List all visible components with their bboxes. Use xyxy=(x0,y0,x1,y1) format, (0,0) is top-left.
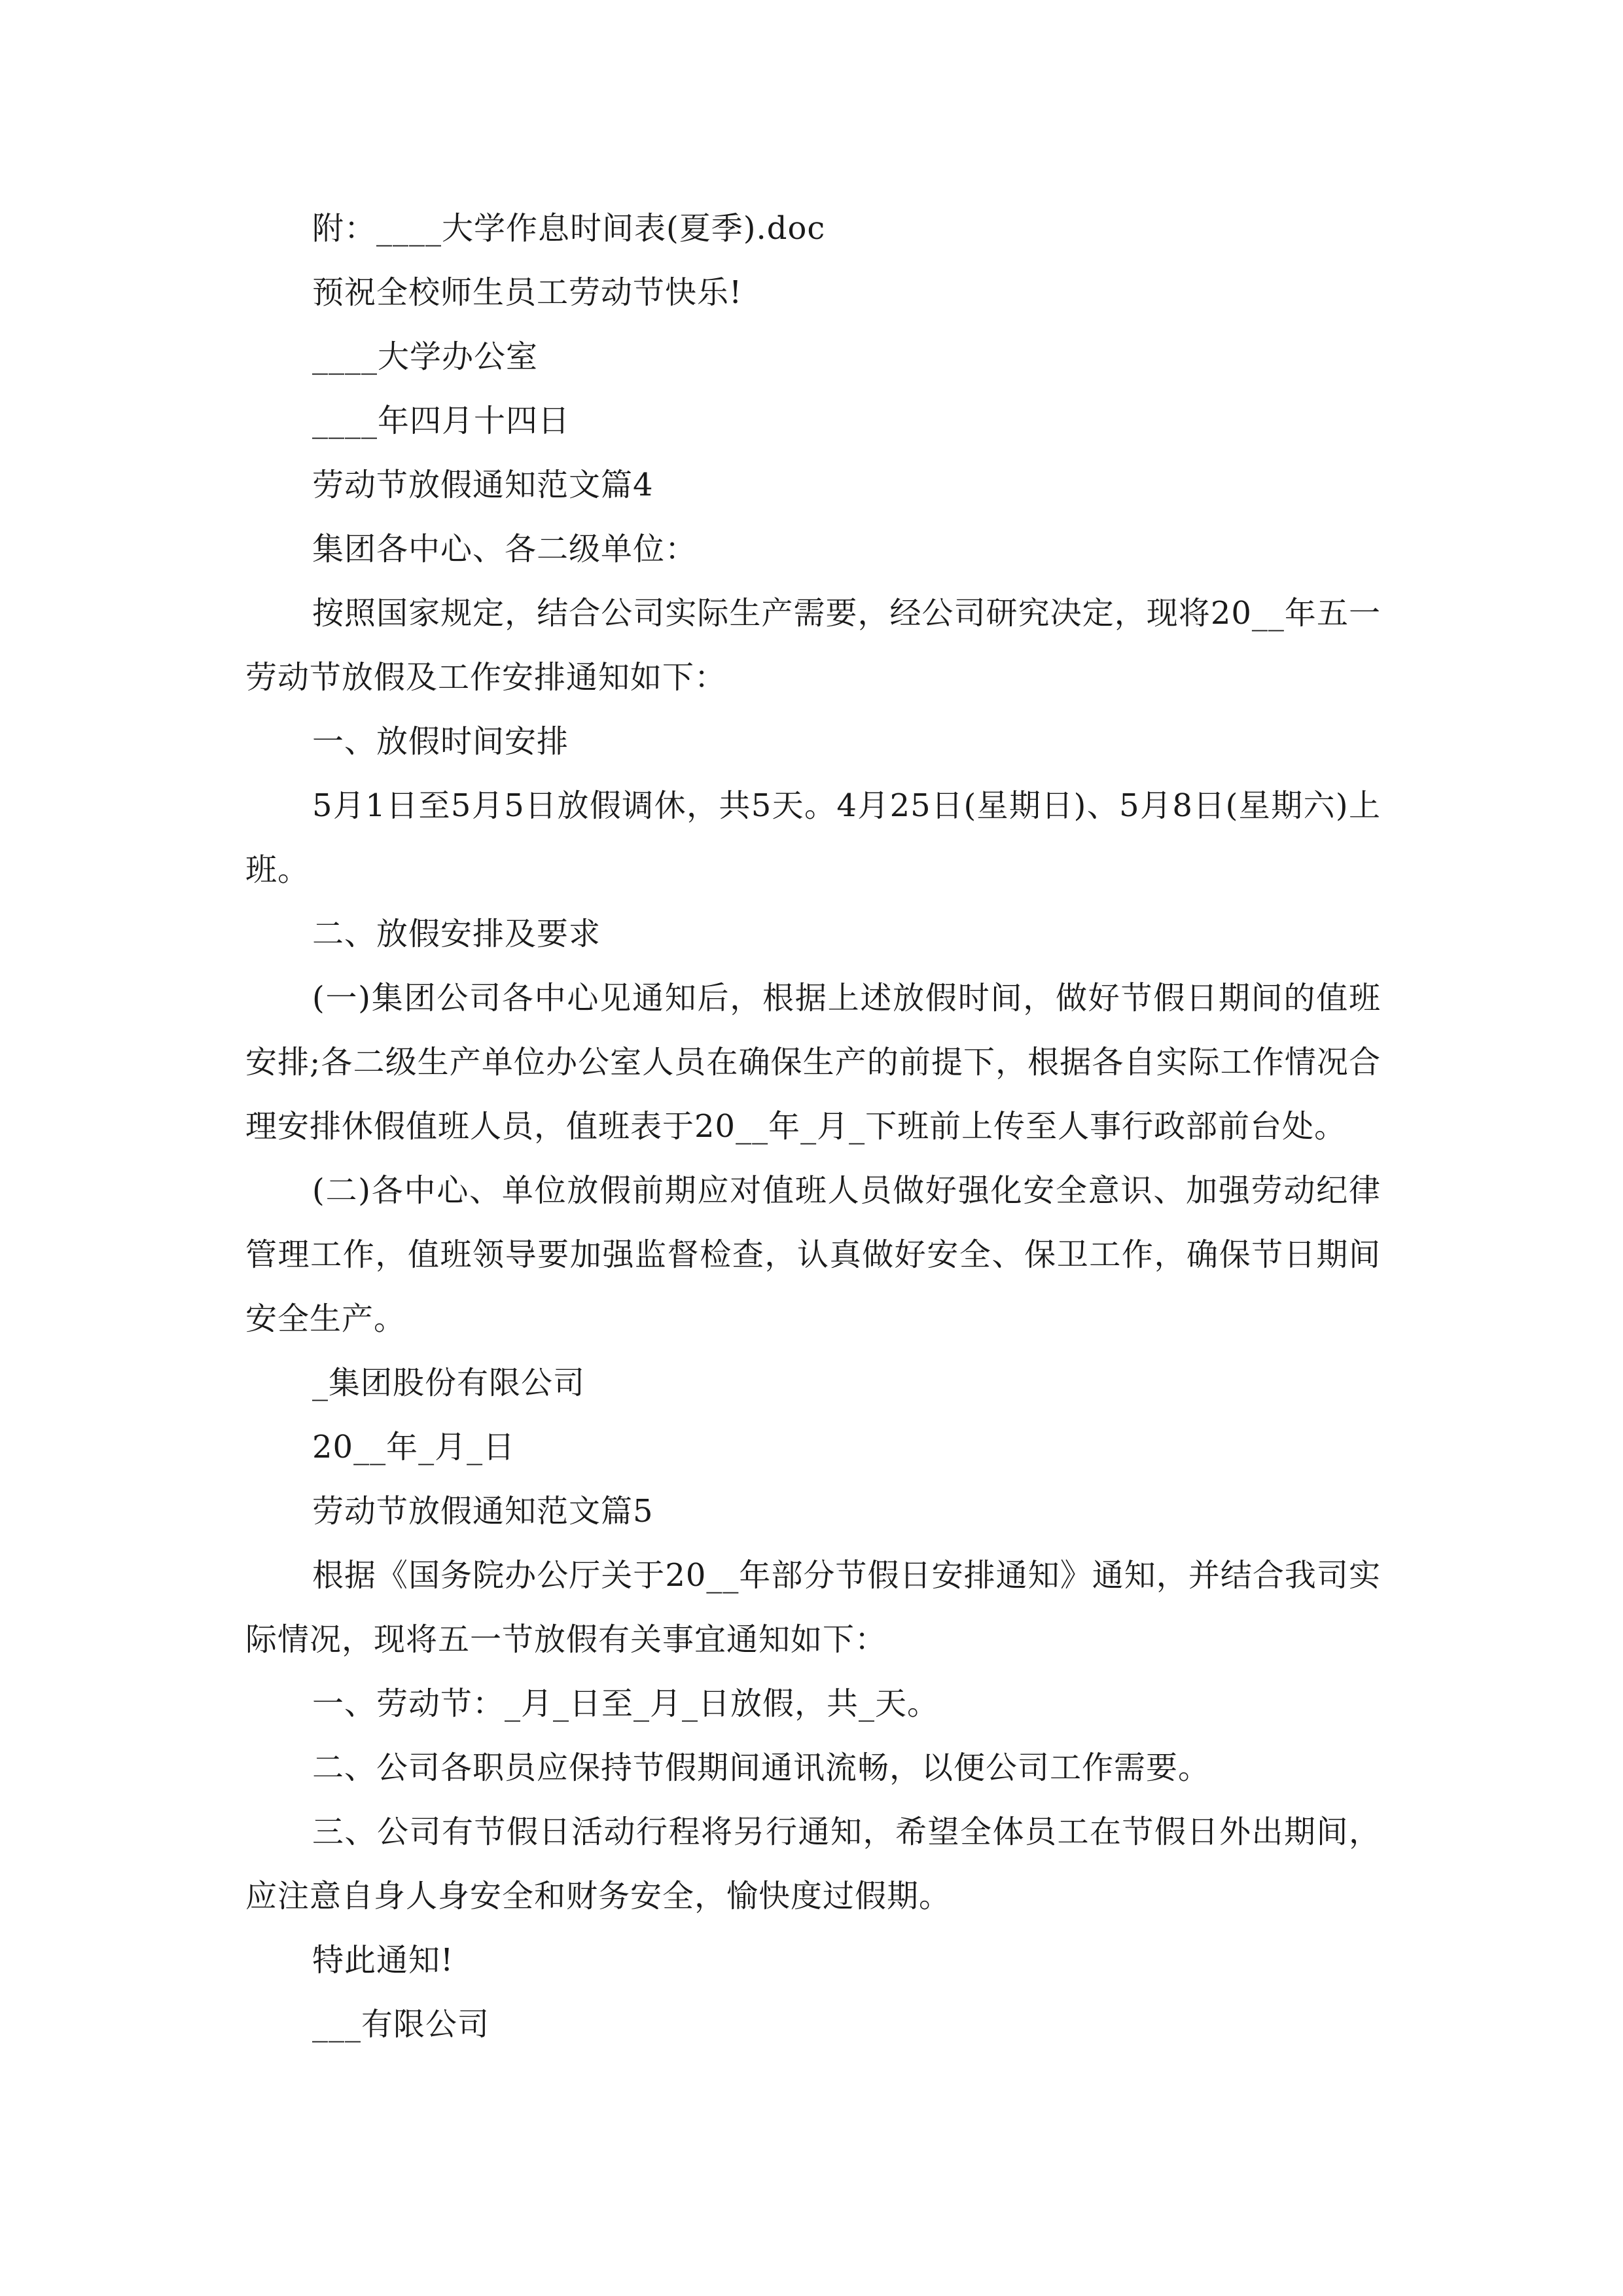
signature-office: ____大学办公室 xyxy=(312,338,539,375)
signature-company: _集团股份有限公司 xyxy=(312,1365,586,1401)
body-paragraph: 根据《国务院办公厅关于20__年部分节假日安排通知》通知，并结合我司实际情况，现将五一节放假有关事宜通知如下： xyxy=(245,1557,1381,1658)
body-paragraph: 5月1日至5月5日放假调休，共5天。4月25日(星期日)、5月8日(星期六)上班。 xyxy=(245,787,1381,888)
list-heading: 一、放假时间安排 xyxy=(312,723,569,760)
signature-date: 20__年_月_日 xyxy=(312,1429,516,1465)
list-item: 一、劳动节：_月_日至_月_日放假，共_天。 xyxy=(312,1685,940,1722)
list-item: 三、公司有节假日活动行程将另行通知，希望全体员工在节假日外出期间，应注意自身人身安全和财务安全，愉快度过假期。 xyxy=(245,1814,1381,1914)
body-paragraph: (一)集团公司各中心见通知后，根据上述放假时间，做好节假日期间的值班安排;各二级生产单位办公室人员在确保生产的前提下，根据各自实际工作情况合理安排休假值班人员，值班表于20__年_月_下班前上传至人事行政部前台处。 xyxy=(245,980,1381,1145)
addressee-line: 集团各中心、各二级单位： xyxy=(312,531,698,567)
signature-company: ___有限公司 xyxy=(312,2006,490,2043)
section-heading-5: 劳动节放假通知范文篇5 xyxy=(312,1493,654,1530)
signature-date: ____年四月十四日 xyxy=(312,403,571,439)
greeting-line: 预祝全校师生员工劳动节快乐! xyxy=(312,274,743,311)
attachment-line: 附：____大学作息时间表(夏季).doc xyxy=(312,210,826,247)
body-paragraph: 按照国家规定，结合公司实际生产需要，经公司研究决定，现将20__年五一劳动节放假及工作安排通知如下： xyxy=(245,595,1381,696)
closing-line: 特此通知! xyxy=(312,1942,454,1979)
list-heading: 二、放假安排及要求 xyxy=(312,916,601,952)
body-paragraph: (二)各中心、单位放假前期应对值班人员做好强化安全意识、加强劳动纪律管理工作，值班领导要加强监督检查，认真做好安全、保卫工作，确保节日期间安全生产。 xyxy=(245,1172,1381,1337)
document-body xyxy=(245,196,1381,2056)
section-heading-4: 劳动节放假通知范文篇4 xyxy=(312,467,654,503)
list-item: 二、公司各职员应保持节假期间通讯流畅，以便公司工作需要。 xyxy=(312,1749,1211,1786)
